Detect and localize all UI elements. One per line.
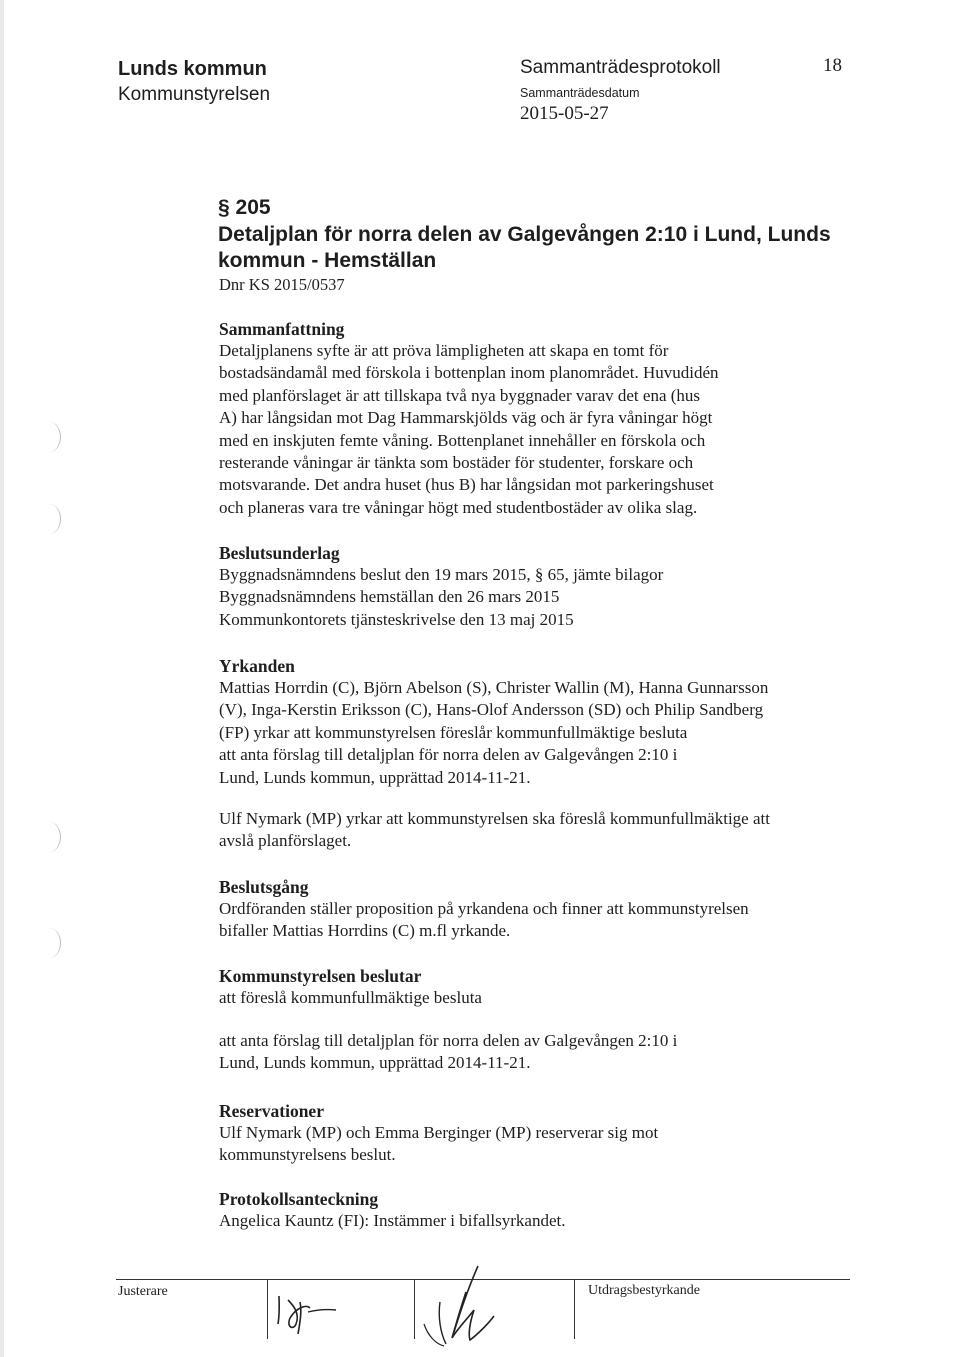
paragraph-title: Detaljplan för norra delen av Galgevången 2:10 i Lund, Lunds kommun - Hemställan — [218, 223, 831, 272]
signature-divider — [574, 1279, 575, 1339]
section-heading: Beslutsgång — [219, 877, 309, 897]
decision-section — [219, 965, 482, 1009]
decision-line: att anta förslag till detaljplan för norra delen av Galgevången 2:10 i — [219, 1031, 678, 1050]
motion-line: (FP) yrkar att kommunstyrelsen föreslår kommunfullmäktige besluta — [219, 722, 688, 742]
organization-name: Lunds kommun — [118, 58, 267, 80]
meeting-date: 2015-05-27 — [520, 103, 609, 124]
summary-line: med en inskjuten femte våning. Bottenplanet innehåller en förskola och — [219, 430, 706, 450]
signature-initials-2 — [418, 1262, 518, 1352]
document-type: Sammanträdesprotokoll — [520, 57, 721, 78]
case-number: Dnr KS 2015/0537 — [219, 275, 345, 294]
extract-label: Utdragsbestyrkande — [588, 1283, 700, 1298]
summary-line: Detaljplanens syfte är att pröva lämpligheten att skapa en tomt för — [219, 341, 669, 360]
reservations-section — [219, 1100, 658, 1167]
summary-line: med planförslaget är att tillskapa två nya byggnader varav det ena (hus — [219, 385, 701, 405]
summary-line: bostadsändamål med förskola i bottenplan inom planområdet. Huvudidén — [219, 363, 719, 383]
procedure-line: Ordföranden ställer proposition på yrkandena och finner att kommunstyrelsen — [219, 899, 749, 918]
summary-line: A) har långsidan mot Dag Hammarskjölds väg och är fyra våningar högt — [219, 408, 713, 428]
signature-divider — [267, 1279, 268, 1339]
section-heading: Beslutsunderlag — [219, 543, 340, 563]
motion-line: avslå planförslaget. — [219, 831, 352, 851]
section-heading: Kommunstyrelsen beslutar — [219, 966, 422, 986]
punch-hole — [38, 822, 61, 852]
signature-divider — [414, 1279, 415, 1339]
motion-line: (V), Inga-Kerstin Eriksson (C), Hans-Olof Andersson (SD) och Philip Sandberg — [219, 700, 764, 720]
minute-note-line: Angelica Kauntz (FI): Instämmer i bifallsyrkandet. — [219, 1211, 566, 1230]
summary-section — [219, 318, 719, 519]
basis-line: Byggnadsnämndens hemställan den 26 mars 2015 — [219, 587, 560, 607]
motion-line: Mattias Horrdin (C), Björn Abelson (S), Christer Wallin (M), Hanna Gunnarsson — [219, 678, 769, 697]
decision-section-2 — [219, 1030, 677, 1075]
motion-line: att anta förslag till detaljplan för norra delen av Galgevången 2:10 i — [219, 745, 678, 765]
motions-section-2 — [219, 808, 770, 853]
decision-line: att föreslå kommunfullmäktige besluta — [219, 988, 482, 1007]
procedure-line: bifaller Mattias Horrdins (C) m.fl yrkande. — [219, 921, 511, 941]
reservation-line: kommunstyrelsens beslut. — [219, 1145, 396, 1165]
summary-line: motsvarande. Det andra huset (hus B) har långsidan mot parkeringshuset — [219, 475, 714, 495]
summary-line: och planeras vara tre våningar högt med studentbostäder av olika slag. — [219, 497, 698, 517]
section-heading: Reservationer — [219, 1101, 324, 1121]
signature-initials-1 — [270, 1262, 350, 1342]
summary-line: resterande våningar är tänkta som bostäder för studenter, forskare och — [219, 453, 694, 473]
decision-line: Lund, Lunds kommun, upprättad 2014-11-21. — [219, 1053, 531, 1073]
basis-line: Byggnadsnämndens beslut den 19 mars 2015, § 65, jämte bilagor — [219, 565, 664, 584]
motion-line: Lund, Lunds kommun, upprättad 2014-11-21. — [219, 767, 531, 787]
section-heading: Sammanfattning — [219, 319, 345, 339]
section-heading: Yrkanden — [219, 656, 295, 676]
page-number: 18 — [823, 55, 842, 76]
motion-line: Ulf Nymark (MP) yrkar att kommunstyrelsen ska föreslå kommunfullmäktige att — [219, 809, 770, 828]
basis-line: Kommunkontorets tjänsteskrivelse den 13 maj 2015 — [219, 609, 574, 629]
adjuster-label: Justerare — [118, 1284, 168, 1299]
scan-edge — [0, 0, 4, 1357]
punch-hole — [38, 504, 61, 534]
minute-note-section — [219, 1188, 566, 1232]
basis-section — [219, 542, 663, 631]
reservation-line: Ulf Nymark (MP) och Emma Berginger (MP) reserverar sig mot — [219, 1123, 659, 1142]
motions-section — [219, 655, 768, 789]
board-name: Kommunstyrelsen — [118, 84, 271, 105]
procedure-section — [219, 876, 749, 943]
paragraph-number: § 205 — [218, 196, 271, 219]
punch-hole — [38, 928, 61, 958]
section-heading: Protokollsanteckning — [219, 1189, 379, 1209]
punch-hole — [38, 422, 61, 452]
meeting-date-label: Sammanträdesdatum — [520, 86, 640, 100]
